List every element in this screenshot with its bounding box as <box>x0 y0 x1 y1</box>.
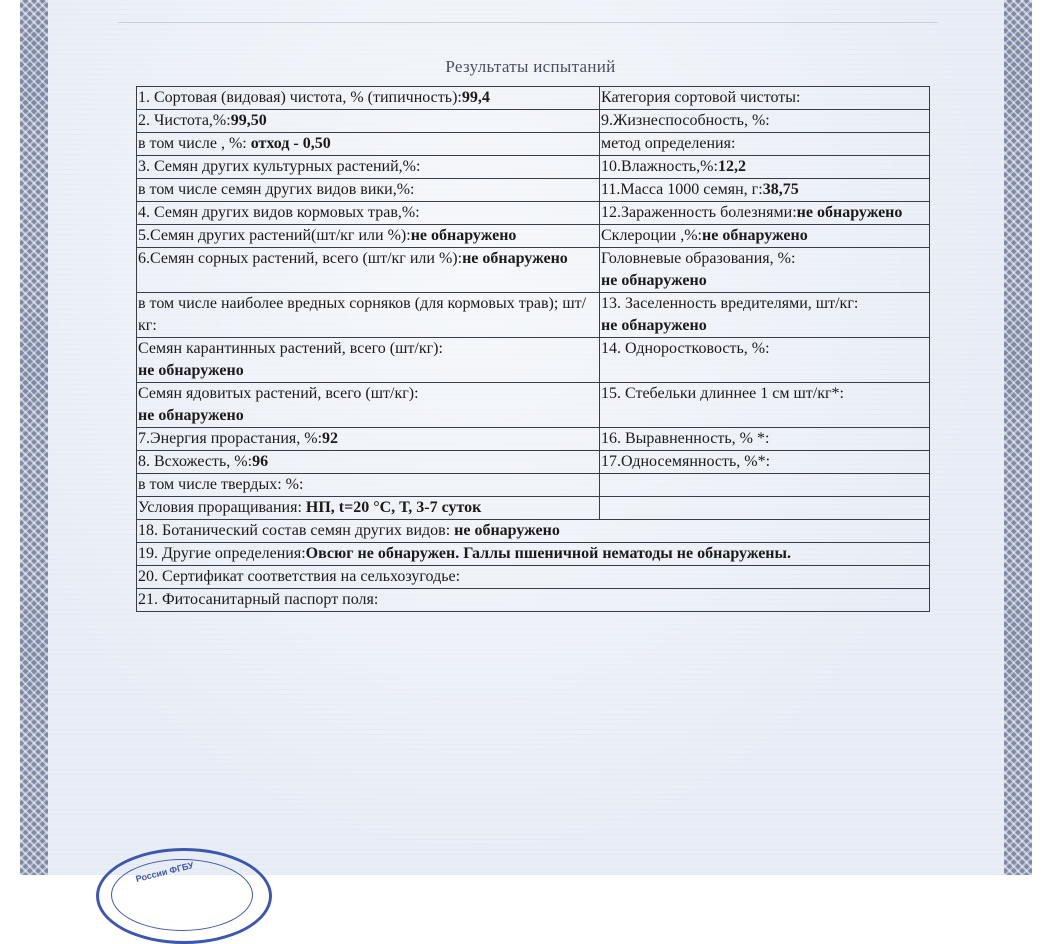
table-cell: 19. Другие определения:Овсюг не обнаружен. Галлы пшеничной нематоды не обнаружены. <box>137 543 930 566</box>
table-cell: 4. Семян других видов кормовых трав,%: <box>137 202 600 225</box>
section-title: Результаты испытаний <box>445 57 616 76</box>
table-row <box>137 87 930 110</box>
table-row <box>137 338 930 383</box>
table-row <box>137 451 930 474</box>
table-cell <box>600 474 930 497</box>
table-cell: 7.Энергия прорастания, %:92 <box>137 428 600 451</box>
table-row <box>137 202 930 225</box>
table-cell: 11.Масса 1000 семян, г:38,75 <box>600 179 930 202</box>
table-row <box>137 225 930 248</box>
table-row <box>137 293 930 338</box>
table-row <box>137 589 930 612</box>
table-cell: 12.Зараженность болезнями:не обнаружено <box>600 202 930 225</box>
table-row <box>137 520 930 543</box>
table-cell: 17.Односемянность, %*: <box>600 451 930 474</box>
table-cell: Семян ядовитых растений, всего (шт/кг): не обнаружено <box>137 383 600 428</box>
decorative-border-right <box>1004 0 1032 875</box>
table-cell: Категория сортовой чистоты: <box>600 87 930 110</box>
table-row <box>137 383 930 428</box>
table-cell: метод определения: <box>600 133 930 156</box>
table-cell: 21. Фитосанитарный паспорт поля: <box>137 589 930 612</box>
table-row <box>137 179 930 202</box>
table-row <box>137 474 930 497</box>
top-divider <box>118 22 938 23</box>
official-stamp <box>96 848 272 944</box>
table-cell: 9.Жизнеспособность, %: <box>600 110 930 133</box>
decorative-border-left <box>20 0 48 875</box>
table-row <box>137 428 930 451</box>
table-row <box>137 566 930 589</box>
table-cell: Склероции ,%:не обнаружено <box>600 225 930 248</box>
stamp-text: России ФГБУ <box>134 859 195 885</box>
table-row <box>137 248 930 293</box>
table-row <box>137 497 930 520</box>
table-row <box>137 543 930 566</box>
table-cell: 18. Ботанический состав семян других видов: не обнаружено <box>137 520 930 543</box>
table-cell: 1. Сортовая (видовая) чистота, % (типичность):99,4 <box>137 87 600 110</box>
table-cell: в том числе наиболее вредных сорняков (для кормовых трав); шт/кг: <box>137 293 600 338</box>
table-cell: Условия проращивания: НП, t=20 °C, Т, 3-7 суток <box>137 497 600 520</box>
table-cell: 6.Семян сорных растений, всего (шт/кг или %):не обнаружено <box>137 248 600 293</box>
table-cell: в том числе твердых: %: <box>137 474 600 497</box>
table-cell: в том числе семян других видов вики,%: <box>137 179 600 202</box>
table-cell: 3. Семян других культурных растений,%: <box>137 156 600 179</box>
table-cell: 14. Одноростковость, %: <box>600 338 930 383</box>
table-cell <box>600 497 930 520</box>
table-cell: 2. Чистота,%:99,50 <box>137 110 600 133</box>
table-row <box>137 110 930 133</box>
table-cell: 10.Влажность,%:12,2 <box>600 156 930 179</box>
table-cell: 20. Сертификат соответствия на сельхозугодье: <box>137 566 930 589</box>
table-cell: 16. Выравненность, % *: <box>600 428 930 451</box>
test-results-table <box>136 86 930 612</box>
table-cell: Семян карантинных растений, всего (шт/кг): не обнаружено <box>137 338 600 383</box>
table-row <box>137 133 930 156</box>
table-cell: 15. Стебельки длиннее 1 см шт/кг*: <box>600 383 930 428</box>
table-cell: Головневые образования, %: не обнаружено <box>600 248 930 293</box>
table-cell: в том числе , %: отход - 0,50 <box>137 133 600 156</box>
table-cell: 8. Всхожесть, %:96 <box>137 451 600 474</box>
table-cell: 13. Заселенность вредителями, шт/кг: не обнаружено <box>600 293 930 338</box>
table-row <box>137 156 930 179</box>
table-cell: 5.Семян других растений(шт/кг или %):не обнаружено <box>137 225 600 248</box>
